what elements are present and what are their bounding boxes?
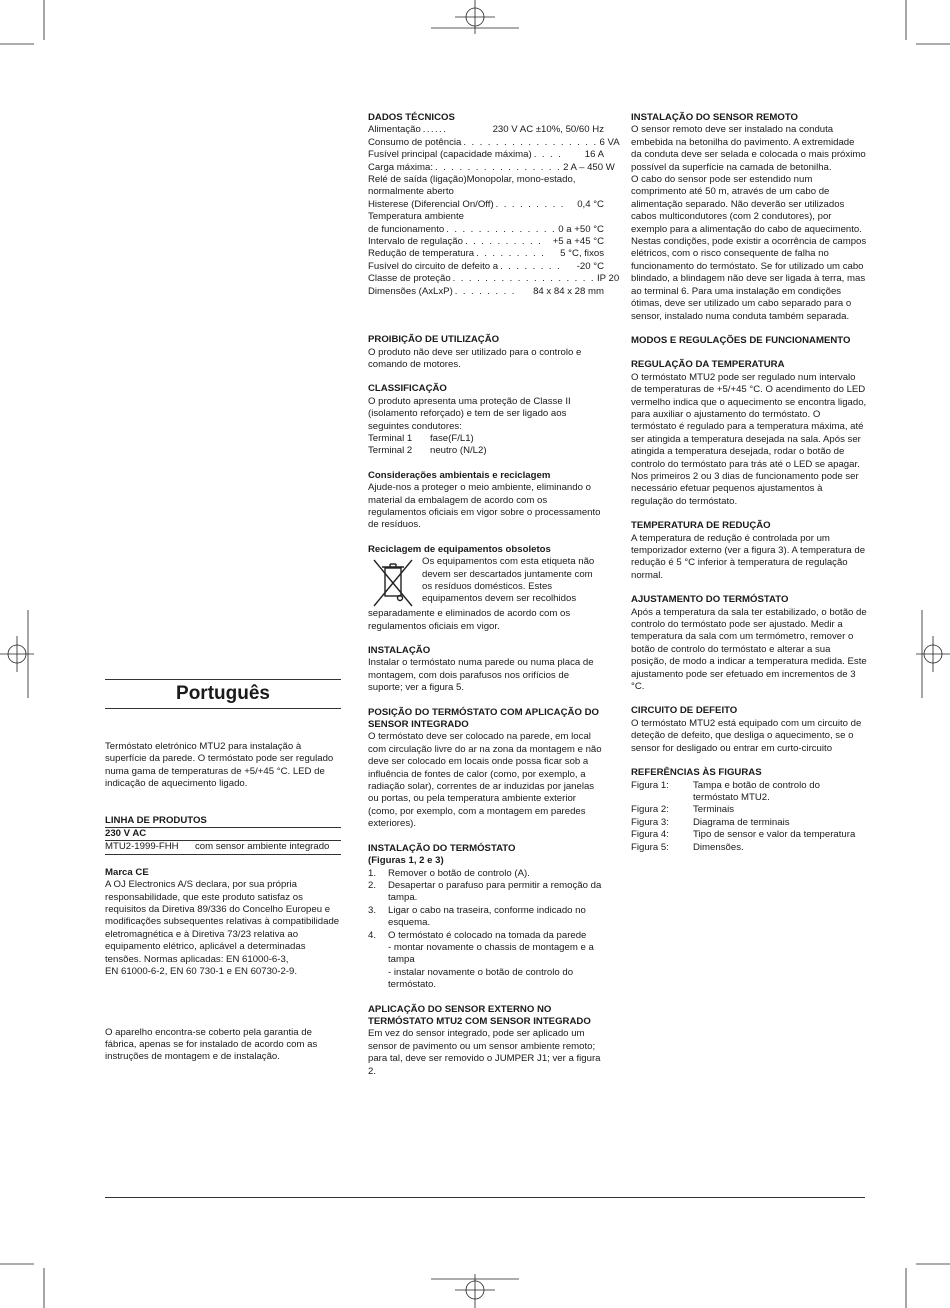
remote-sensor-text-2: O cabo do sensor pode ser estendido num comprimento até 50 m, através de um cabo de alimentação separado. Não deverão ser utilizados cabos multicondutores (com 2 condutores), por exemplo para a alimentação do cabo de aquecimento. Nestas condições, pode existir a ocorrência de campos elétricos, com o risco consequente de falha no funcionamento do termóstato. Se for utilizado um cabo blindado, a blindagem não deve ser ligada à terra, mas ao terminal 6. Para uma instalação em condições ótimas, deve ser utilizado um cabo separado para o sensor, instalado numa conduta também separada. — [631, 174, 867, 322]
spec-row: de funcionamento . . . . . . . . . . . . . . 0 a +50 °C — [368, 223, 604, 235]
regulation-text: O termóstato MTU2 pode ser regulado num intervalo de temperaturas de +5/+45 °C. O acendimento do LED vermelho indica que o aquecimento se encontra ligado, para auxiliar o ajustamento do termóstato. O termóstato é regulado para a temperatura máxima, até ser atingida a temperatura desejada na sala. Após ser atingida a temperatura desejada, rodar o botão de controlo do termóstato para trás até o LED se apagar. Nos primeiros 2 ou 3 dias de funcionamento pode ser necessário efetuar pequenos ajustamentos à regulação do termóstato. — [631, 371, 867, 507]
crossed-bin-icon — [368, 556, 422, 608]
spec-row: Fusível principal (capacidade máxima) . . . . 16 A — [368, 149, 604, 161]
figure-refs-list — [631, 780, 867, 854]
spec-list — [368, 124, 620, 298]
list-item: Figura 2: Terminais — [631, 804, 735, 816]
spec-relay: Relé de saída (ligação)Monopolar, mono-estado, normalmente aberto — [368, 174, 576, 198]
classification-text: O produto apresenta uma proteção de Classe II (isolamento reforçado) e tem de ser ligado aos seguintes condutores: — [368, 395, 571, 432]
ce-text: A OJ Electronics A/S declara, por sua própria responsabilidade, que este produto satisfaz os requisitos da Diretiva 89/336 do Concelho Europeu e modificações subsequentes relativas à compatibilidade eletromagnética e à Diretiva 73/23 relativa ao equipamento elétrico, aplicável a determinadas tensões. Normas aplicadas: EN 61000-6-3, — [105, 879, 340, 965]
weee-block — [368, 556, 604, 608]
remote-sensor-text: O sensor remoto deve ser instalado na conduta embebida na betonilha do pavimento. A extremidade da conduta deve ser selada e colocada o mais próximo possível da superfície na camada de betonilha. — [631, 124, 866, 173]
external-sensor-heading: APLICAÇÃO DO SENSOR EXTERNO NO TERMÓSTATO MTU2 COM SENSOR INTEGRADO — [368, 1003, 591, 1027]
spec-ambient-label: Temperatura ambiente — [368, 211, 464, 223]
adjustment-heading: AJUSTAMENTO DO TERMÓSTATO — [631, 594, 789, 606]
list-item: Figura 3: Diagrama de terminais — [631, 816, 790, 828]
weee-heading: Reciclagem de equipamentos obsoletos — [368, 543, 551, 555]
weee-text-cont: separadamente e eliminados de acordo com os regulamentos oficiais em vigor. — [368, 608, 571, 632]
install-thermostat-heading: INSTALAÇÃO DO TERMÓSTATO — [368, 842, 516, 854]
list-item: 2. Desapertar o parafuso para permitir a remoção da tampa. — [368, 879, 602, 904]
installation-text: Instalar o termóstato numa parede ou numa placa de montagem, com dois parafusos nos orifícios de suporte; ver a figura 5. — [368, 657, 594, 694]
install-steps — [368, 868, 604, 942]
install-thermostat-subheading: (Figuras 1, 2 e 3) — [368, 855, 444, 867]
regulation-heading: REGULAÇÃO DA TEMPERATURA — [631, 359, 785, 371]
warranty-text: O aparelho encontra-se coberto pela garantia de fábrica, apenas se for instalado de acordo com as instruções de montagem e de instalação. — [105, 1026, 318, 1063]
modes-heading: MODOS E REGULAÇÕES DE FUNCIONAMENTO — [631, 334, 851, 346]
tech-heading: DADOS TÉCNICOS — [368, 112, 455, 123]
spec-row: Consumo de potência . . . . . . . . . . . . . . . . . 6 VA — [368, 136, 620, 148]
ce-heading: Marca CE — [105, 866, 149, 878]
prohibition-heading: PROIBIÇÃO DE UTILIZAÇÃO — [368, 334, 500, 346]
installation-heading: INSTALAÇÃO — [368, 645, 431, 656]
products-table — [105, 827, 341, 855]
step4-substep: - instalar novamente o botão de controlo do termóstato. — [388, 966, 574, 991]
column-right — [631, 112, 867, 854]
spec-row: Alimentação ...... 230 V AC ±10%, 50/60 Hz — [368, 124, 604, 136]
classification-heading: CLASSIFICAÇÃO — [368, 383, 447, 395]
environment-heading: Considerações ambientais e reciclagem — [368, 469, 551, 481]
spec-row: Intervalo de regulação . . . . . . . . . . +5 a +45 °C — [368, 236, 604, 248]
fault-circuit-text: O termóstato MTU2 está equipado com um circuito de deteção de defeito, que desliga o aquecimento, se o sensor for desligado ou entrar em curto-circuito — [631, 717, 862, 754]
adjustment-text: Após a temperatura da sala ter estabilizado, o botão de controlo do termóstato pode ser ajustado. Medir a temperatura da sala com um termómetro, remover o botão de controlo do termóstato e alterar a sua posição, de modo a indicar a temperatura medida. Este ajustamento pode ser efetuado em incrementos de 3 °C. — [631, 606, 867, 693]
prohibition-text: O produto não deve ser utilizado para o controlo e comando de motores. — [368, 346, 582, 370]
list-item: Figura 1: Tampa e botão de controlo do termóstato MTU2. — [631, 779, 820, 803]
bottom-divider — [105, 1197, 865, 1198]
reduction-heading: TEMPERATURA DE REDUÇÃO — [631, 520, 771, 532]
list-item: 1. Remover o botão de controlo (A). — [368, 867, 530, 879]
products-voltage-row — [105, 828, 341, 841]
products-voltage: 230 V AC — [105, 828, 147, 840]
product-desc: com sensor ambiente integrado — [195, 841, 330, 853]
spec-row: Dimensões (AxLxP) . . . . . . . . 84 x 84 x 28 mm — [368, 285, 604, 297]
step4-substep: - montar novamente o chassis de montagem e a tampa — [388, 941, 594, 966]
position-text: O termóstato deve ser colocado na parede, em local com circulação livre do ar na zona da montagem e não deve ser colocado em locais onde possa ficar sob a influência de fontes de calor (como, por exemplo, a radiação solar), correntes de ar induzidas por janelas ou portas, ou pela temperatura ambiente exterior (como, por exemplo, com a montagem em paredes exteriores). — [368, 731, 602, 830]
spec-row: Carga máxima: . . . . . . . . . . . . . . . . 2 A – 450 W — [368, 161, 615, 173]
weee-text: Os equipamentos com esta etiqueta não devem ser descartados juntamente com os resíduos domésticos. Estes equipamentos devem ser recolhidos — [422, 556, 595, 605]
column-left — [105, 741, 341, 1064]
column-middle — [368, 112, 620, 1078]
spec-row: Fusível do circuito de defeito a . . . . . . . . -20 °C — [368, 260, 604, 272]
list-item: 3. Ligar o cabo na traseira, conforme indicado no esquema. — [368, 904, 586, 929]
terminal-row: Terminal 1 fase(F/L1) — [368, 432, 474, 444]
list-item: Figura 4: Tipo de sensor e valor da temperatura — [631, 829, 856, 841]
list-item: 4. O termóstato é colocado na tomada da parede — [368, 929, 587, 941]
spec-row: Classe de proteção . . . . . . . . . . . . . . . . . . IP 20 — [368, 273, 620, 285]
fault-circuit-heading: CIRCUITO DE DEFEITO — [631, 705, 738, 717]
language-title-block — [105, 679, 341, 709]
environment-text: Ajude-nos a proteger o meio ambiente, eliminando o material da embalagem de acordo com os regulamentos oficiais em vigor sobre o processamento de resíduos. — [368, 482, 601, 531]
reduction-text: A temperatura de redução é controlada por um temporizador externo (ver a figura 3). A temperatura de redução é 5 °C inferior à temperatura de regulação normal. — [631, 532, 866, 581]
figure-refs-heading: REFERÊNCIAS ÀS FIGURAS — [631, 767, 762, 779]
ce-text-standards: EN 61000-6-2, EN 60 730-1 e EN 60730-2-9. — [105, 966, 297, 978]
position-heading: POSIÇÃO DO TERMÓSTATO COM APLICAÇÃO DO SENSOR INTEGRADO — [368, 706, 599, 731]
product-row — [105, 841, 341, 854]
external-sensor-text: Em vez do sensor integrado, pode ser aplicado um sensor de pavimento ou um sensor ambiente remoto; para tal, deve ser removido o JUMPER J1; ver a figura 2. — [368, 1028, 601, 1077]
products-heading: LINHA DE PRODUTOS — [105, 814, 207, 826]
remote-sensor-heading: INSTALAÇÃO DO SENSOR REMOTO — [631, 112, 799, 123]
product-code: MTU2-1999-FHH — [105, 841, 179, 853]
spec-row: Histerese (Diferencial On/Off) . . . . . . . . . 0,4 °C — [368, 198, 604, 210]
spec-row: Redução de temperatura . . . . . . . . . 5 °C, fixos — [368, 248, 604, 260]
intro-text: Termóstato eletrónico MTU2 para instalação à superfície da parede. O termóstato pode ser regulado numa gama de temperaturas de +5/+45 °C. LED de indicação de aquecimento ligado. — [105, 741, 334, 790]
terminal-row: Terminal 2 neutro (N/L2) — [368, 445, 487, 457]
page-title: Português — [176, 683, 270, 704]
list-item: Figura 5: Dimensões. — [631, 841, 744, 853]
